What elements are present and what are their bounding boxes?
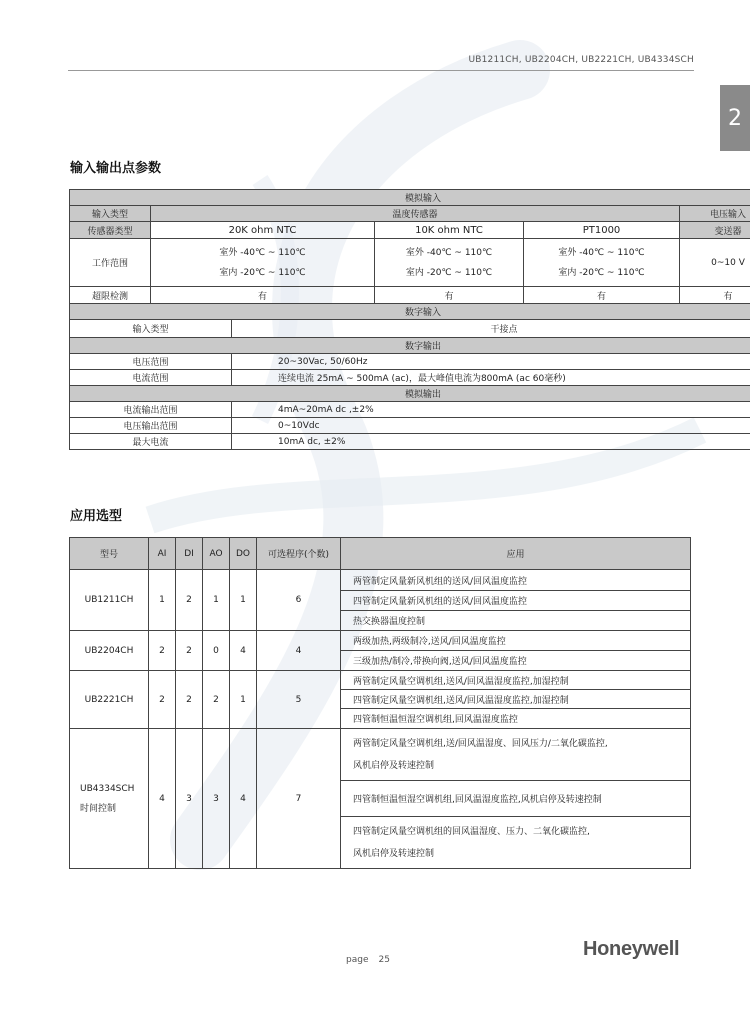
io-parameters-table xyxy=(69,189,750,450)
current-range-label: 电流范围 xyxy=(70,370,232,386)
current-range-value: 连续电流 25mA ~ 500mA (ac)，最大峰值电流为800mA (ac 60毫秒) xyxy=(232,370,750,386)
program-count: 5 xyxy=(257,671,341,729)
sensor-transmitter: 变送器 xyxy=(680,222,750,239)
selection-table xyxy=(69,537,691,869)
sensor-type-label: 传感器类型 xyxy=(70,222,151,239)
sensor-pt1000: PT1000 xyxy=(524,222,680,239)
application-item: 三级加热/制冷,带换向阀,送风/回风温度监控 xyxy=(341,651,691,671)
current-output-value: 4mA~20mA dc ,±2% xyxy=(232,402,750,418)
overrange-pt1000: 有 xyxy=(524,287,680,304)
voltage-range-value: 20~30Vac, 50/60Hz xyxy=(232,354,750,370)
application-item: 四管制恒温恒湿空调机组,回风温湿度监控 xyxy=(341,709,691,729)
range-10k-ntc xyxy=(375,239,524,287)
voltage-output-label: 电压输出范围 xyxy=(70,418,232,434)
max-current-label: 最大电流 xyxy=(70,434,232,450)
model-ub1211ch: UB1211CH xyxy=(70,570,149,631)
model-ub4334sch xyxy=(70,729,149,869)
di-count: 3 xyxy=(176,729,203,869)
ai-count: 4 xyxy=(149,729,176,869)
di-count: 2 xyxy=(176,631,203,671)
application-item xyxy=(341,817,691,869)
application-line: 风机启停及转速控制 xyxy=(353,760,435,771)
model-name: UB4334SCH xyxy=(80,783,135,794)
group-digital-input: 数字输入 xyxy=(70,304,750,320)
application-item: 四管制定风量新风机组的送风/回风温度监控 xyxy=(341,591,691,611)
application-item xyxy=(341,729,691,781)
range-outdoor: 室外 -40℃ ~ 110℃ xyxy=(405,247,493,258)
sensor-20k-ntc: 20K ohm NTC xyxy=(151,222,375,239)
ao-count: 2 xyxy=(203,671,230,729)
voltage-output-value: 0~10Vdc xyxy=(232,418,750,434)
ai-count: 2 xyxy=(149,631,176,671)
working-range-label: 工作范围 xyxy=(70,239,151,287)
header-model: 型号 xyxy=(70,538,149,570)
ao-count: 1 xyxy=(203,570,230,631)
di-type-label: 输入类型 xyxy=(70,320,232,338)
page-number xyxy=(346,955,390,965)
program-count: 6 xyxy=(257,570,341,631)
header-do: DO xyxy=(230,538,257,570)
sensor-10k-ntc: 10K ohm NTC xyxy=(375,222,524,239)
application-item: 两管制定风量空调机组,送风/回风温湿度监控,加湿控制 xyxy=(341,671,691,690)
range-indoor: 室内 -20℃ ~ 110℃ xyxy=(405,267,493,278)
honeywell-logo: Honeywell xyxy=(583,938,680,960)
range-20k-ntc xyxy=(151,239,375,287)
program-count: 7 xyxy=(257,729,341,869)
header-programs: 可选程序(个数) xyxy=(257,538,341,570)
application-item: 两级加热,两级制冷,送风/回风温度监控 xyxy=(341,631,691,651)
selection-section-title: 应用选型 xyxy=(70,509,123,524)
header-ao: AO xyxy=(203,538,230,570)
model-ub2221ch: UB2221CH xyxy=(70,671,149,729)
application-line: 两管制定风量空调机组,送/回风温湿度、回风压力/二氧化碳监控, xyxy=(353,738,608,749)
range-pt1000 xyxy=(524,239,680,287)
application-line: 四管制定风量空调机组的回风温湿度、压力、二氧化碳监控, xyxy=(353,826,590,837)
do-count: 4 xyxy=(230,729,257,869)
chapter-tab: 2 xyxy=(720,85,750,151)
ai-count: 1 xyxy=(149,570,176,631)
group-analog-input: 模拟输入 xyxy=(70,190,750,206)
ao-count: 0 xyxy=(203,631,230,671)
di-count: 2 xyxy=(176,671,203,729)
application-item: 热交换器温度控制 xyxy=(341,611,691,631)
group-analog-output: 模拟输出 xyxy=(70,386,750,402)
io-section-title: 输入输出点参数 xyxy=(70,161,162,176)
max-current-value: 10mA dc, ±2% xyxy=(232,434,750,450)
header-di: DI xyxy=(176,538,203,570)
voltage-range-label: 电压范围 xyxy=(70,354,232,370)
range-outdoor: 室外 -40℃ ~ 110℃ xyxy=(558,247,645,258)
header-divider xyxy=(68,70,694,71)
group-digital-output: 数字输出 xyxy=(70,338,750,354)
model-note: 时间控制 xyxy=(80,803,117,814)
program-count: 4 xyxy=(257,631,341,671)
header-ai: AI xyxy=(149,538,176,570)
header-model-list: UB1211CH, UB2204CH, UB2221CH, UB4334SCH xyxy=(468,55,694,65)
application-item: 四管制恒温恒湿空调机组,回风温湿度监控,风机启停及转速控制 xyxy=(341,781,691,817)
page-number-value: 25 xyxy=(378,955,390,965)
page-label: page xyxy=(346,955,369,965)
range-indoor: 室内 -20℃ ~ 110℃ xyxy=(558,267,645,278)
range-indoor: 室内 -20℃ ~ 110℃ xyxy=(219,267,306,278)
do-count: 1 xyxy=(230,570,257,631)
do-count: 4 xyxy=(230,631,257,671)
overrange-label: 超限检测 xyxy=(70,287,151,304)
header-application: 应用 xyxy=(341,538,691,570)
application-item: 两管制定风量新风机组的送风/回风温度监控 xyxy=(341,570,691,591)
voltage-input-header: 电压输入 xyxy=(680,206,750,222)
di-count: 2 xyxy=(176,570,203,631)
ai-count: 2 xyxy=(149,671,176,729)
ao-count: 3 xyxy=(203,729,230,869)
input-type-label: 输入类型 xyxy=(70,206,151,222)
di-type-value: 干接点 xyxy=(232,320,750,338)
application-item: 四管制定风量空调机组,送风/回风温湿度监控,加湿控制 xyxy=(341,690,691,709)
do-count: 1 xyxy=(230,671,257,729)
overrange-20k-ntc: 有 xyxy=(151,287,375,304)
range-voltage: 0~10 V xyxy=(680,239,750,287)
overrange-voltage: 有 xyxy=(680,287,750,304)
range-outdoor: 室外 -40℃ ~ 110℃ xyxy=(219,247,306,258)
overrange-10k-ntc: 有 xyxy=(375,287,524,304)
model-ub2204ch: UB2204CH xyxy=(70,631,149,671)
current-output-label: 电流输出范围 xyxy=(70,402,232,418)
temp-sensor-header: 温度传感器 xyxy=(151,206,680,222)
application-line: 风机启停及转速控制 xyxy=(353,848,435,859)
